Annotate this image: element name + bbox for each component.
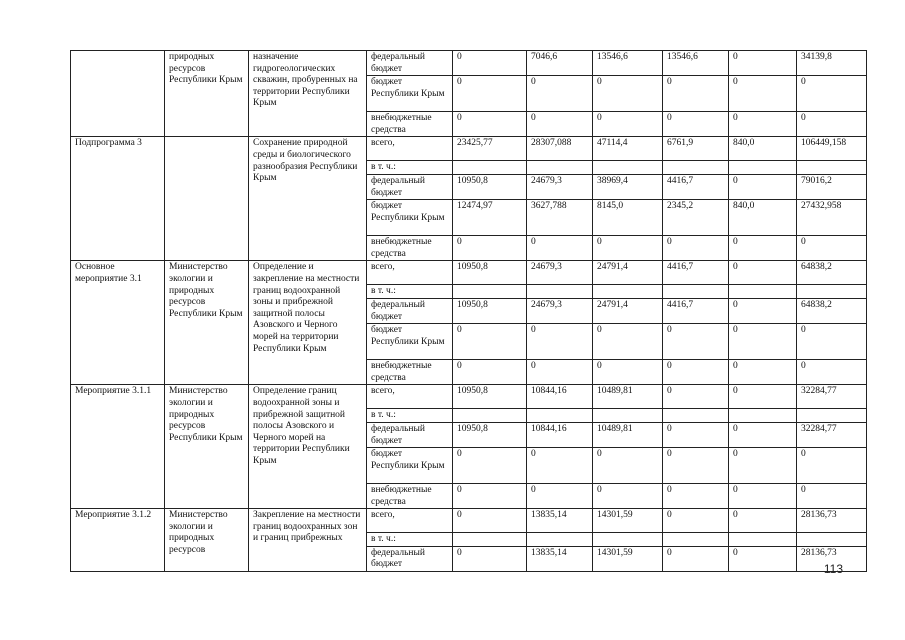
year-value-cell: 0 [593, 448, 663, 484]
year-value-cell: 0 [453, 112, 527, 137]
total-value-cell: 0 [797, 484, 867, 509]
year-value-cell: 13546,6 [593, 51, 663, 76]
year-value-cell: 0 [453, 236, 527, 261]
year-value-cell: 840,0 [729, 200, 797, 236]
year-value-cell [663, 285, 729, 299]
year-value-cell: 0 [663, 422, 729, 447]
program-cell: Мероприятие 3.1.1 [71, 385, 165, 509]
year-value-cell: 0 [663, 76, 729, 112]
measure-title-cell: Определение и закрепление на местности границ водоохранной зоны и прибрежной защитной полосы Азовского и Черного морей на территории Республики Крым [249, 261, 367, 385]
table-row [71, 51, 867, 76]
measure-title-cell: Закрепление на местности границ водоохранных зон и границ прибрежных [249, 509, 367, 572]
total-value-cell [797, 285, 867, 299]
funding-source-cell: федеральный бюджет [367, 51, 453, 76]
year-value-cell: 10950,8 [453, 261, 527, 285]
year-value-cell: 0 [453, 324, 527, 360]
year-value-cell: 0 [453, 448, 527, 484]
funding-source-cell: в т. ч.: [367, 533, 453, 547]
year-value-cell: 0 [593, 236, 663, 261]
funding-source-cell: бюджет Республики Крым [367, 324, 453, 360]
year-value-cell [729, 533, 797, 547]
year-value-cell: 0 [729, 51, 797, 76]
program-cell: Подпрограмма 3 [71, 137, 165, 261]
funding-source-cell: федеральный бюджет [367, 422, 453, 447]
year-value-cell: 0 [729, 546, 797, 571]
funding-source-cell: в т. ч.: [367, 161, 453, 175]
year-value-cell [527, 285, 593, 299]
year-value-cell: 47114,4 [593, 137, 663, 161]
executor-cell: природных ресурсов Республики Крым [165, 51, 249, 137]
total-value-cell: 34139,8 [797, 51, 867, 76]
year-value-cell [453, 285, 527, 299]
year-value-cell: 12474,97 [453, 200, 527, 236]
executor-cell [165, 137, 249, 261]
total-value-cell: 106449,158 [797, 137, 867, 161]
year-value-cell: 0 [663, 484, 729, 509]
total-value-cell: 0 [797, 236, 867, 261]
year-value-cell [593, 285, 663, 299]
total-value-cell [797, 533, 867, 547]
year-value-cell: 0 [663, 448, 729, 484]
year-value-cell: 10844,16 [527, 385, 593, 409]
table-row [71, 509, 867, 533]
total-value-cell: 0 [797, 76, 867, 112]
year-value-cell: 0 [593, 76, 663, 112]
year-value-cell: 13835,14 [527, 509, 593, 533]
year-value-cell: 0 [593, 112, 663, 137]
year-value-cell: 0 [453, 484, 527, 509]
funding-source-cell: бюджет Республики Крым [367, 448, 453, 484]
year-value-cell: 0 [729, 76, 797, 112]
program-cell: Основное мероприятие 3.1 [71, 261, 165, 385]
year-value-cell [593, 533, 663, 547]
year-value-cell: 38969,4 [593, 174, 663, 199]
year-value-cell: 0 [453, 360, 527, 385]
year-value-cell: 8145,0 [593, 200, 663, 236]
year-value-cell: 0 [593, 484, 663, 509]
year-value-cell: 0 [663, 236, 729, 261]
year-value-cell [729, 285, 797, 299]
total-value-cell: 32284,77 [797, 385, 867, 409]
year-value-cell: 4416,7 [663, 261, 729, 285]
year-value-cell: 24791,4 [593, 298, 663, 323]
year-value-cell: 0 [729, 448, 797, 484]
year-value-cell: 10844,16 [527, 422, 593, 447]
funding-source-cell: в т. ч.: [367, 409, 453, 423]
year-value-cell: 0 [729, 385, 797, 409]
total-value-cell: 64838,2 [797, 298, 867, 323]
year-value-cell: 24679,3 [527, 261, 593, 285]
year-value-cell: 24679,3 [527, 174, 593, 199]
year-value-cell: 0 [527, 236, 593, 261]
funding-source-cell: бюджет Республики Крым [367, 200, 453, 236]
year-value-cell [453, 161, 527, 175]
total-value-cell: 0 [797, 112, 867, 137]
year-value-cell: 0 [527, 76, 593, 112]
year-value-cell: 24791,4 [593, 261, 663, 285]
funding-source-cell: в т. ч.: [367, 285, 453, 299]
year-value-cell: 0 [729, 360, 797, 385]
year-value-cell: 0 [663, 112, 729, 137]
year-value-cell: 0 [729, 324, 797, 360]
year-value-cell: 2345,2 [663, 200, 729, 236]
funding-source-cell: внебюджетные средства [367, 484, 453, 509]
year-value-cell: 0 [453, 509, 527, 533]
funding-source-cell: внебюджетные средства [367, 112, 453, 137]
year-value-cell [593, 161, 663, 175]
year-value-cell [593, 409, 663, 423]
year-value-cell: 10489,81 [593, 422, 663, 447]
year-value-cell: 0 [729, 509, 797, 533]
funding-source-cell: всего, [367, 509, 453, 533]
year-value-cell [663, 161, 729, 175]
total-value-cell [797, 409, 867, 423]
year-value-cell: 0 [729, 422, 797, 447]
year-value-cell: 0 [729, 112, 797, 137]
total-value-cell: 79016,2 [797, 174, 867, 199]
year-value-cell [663, 533, 729, 547]
year-value-cell [729, 161, 797, 175]
program-cell: Мероприятие 3.1.2 [71, 509, 165, 572]
funding-source-cell: внебюджетные средства [367, 236, 453, 261]
year-value-cell: 0 [663, 509, 729, 533]
funding-source-cell: бюджет Республики Крым [367, 76, 453, 112]
table-row [71, 261, 867, 285]
year-value-cell: 0 [527, 360, 593, 385]
program-cell [71, 51, 165, 137]
total-value-cell: 0 [797, 324, 867, 360]
year-value-cell: 0 [527, 112, 593, 137]
year-value-cell [527, 533, 593, 547]
year-value-cell [453, 533, 527, 547]
year-value-cell: 0 [663, 546, 729, 571]
year-value-cell: 0 [729, 261, 797, 285]
total-value-cell: 64838,2 [797, 261, 867, 285]
year-value-cell: 23425,77 [453, 137, 527, 161]
year-value-cell: 0 [729, 298, 797, 323]
total-value-cell: 0 [797, 360, 867, 385]
year-value-cell: 13546,6 [663, 51, 729, 76]
year-value-cell: 4416,7 [663, 298, 729, 323]
year-value-cell: 10489,81 [593, 385, 663, 409]
year-value-cell: 0 [729, 236, 797, 261]
year-value-cell: 4416,7 [663, 174, 729, 199]
year-value-cell [527, 161, 593, 175]
year-value-cell: 840,0 [729, 137, 797, 161]
executor-cell: Министерство экологии и природных ресурсов Республики Крым [165, 385, 249, 509]
year-value-cell [453, 409, 527, 423]
year-value-cell: 0 [527, 448, 593, 484]
measure-title-cell: Определение границ водоохранной зоны и прибрежной защитной полосы Азовского и Черного морей на территории Республики Крым [249, 385, 367, 509]
table-row [71, 385, 867, 409]
year-value-cell: 0 [663, 324, 729, 360]
year-value-cell: 0 [453, 546, 527, 571]
total-value-cell: 32284,77 [797, 422, 867, 447]
year-value-cell: 0 [593, 360, 663, 385]
year-value-cell: 3627,788 [527, 200, 593, 236]
year-value-cell: 0 [729, 484, 797, 509]
year-value-cell: 0 [527, 324, 593, 360]
year-value-cell: 14301,59 [593, 546, 663, 571]
table-row [71, 137, 867, 161]
year-value-cell: 10950,8 [453, 385, 527, 409]
year-value-cell: 6761,9 [663, 137, 729, 161]
total-value-cell: 28136,73 [797, 509, 867, 533]
total-value-cell: 0 [797, 448, 867, 484]
executor-cell: Министерство экологии и природных ресурсов [165, 509, 249, 572]
budget-table [70, 50, 867, 572]
year-value-cell: 0 [663, 360, 729, 385]
year-value-cell: 14301,59 [593, 509, 663, 533]
year-value-cell: 10950,8 [453, 174, 527, 199]
year-value-cell: 10950,8 [453, 298, 527, 323]
year-value-cell: 28307,088 [527, 137, 593, 161]
funding-source-cell: всего, [367, 385, 453, 409]
total-value-cell [797, 161, 867, 175]
year-value-cell [527, 409, 593, 423]
page-number: 113 [823, 562, 843, 576]
year-value-cell: 13835,14 [527, 546, 593, 571]
year-value-cell: 10950,8 [453, 422, 527, 447]
year-value-cell [729, 409, 797, 423]
year-value-cell: 0 [453, 76, 527, 112]
total-value-cell: 27432,958 [797, 200, 867, 236]
year-value-cell: 0 [527, 484, 593, 509]
funding-source-cell: всего, [367, 261, 453, 285]
total-value-cell: 28136,73 [797, 546, 867, 571]
year-value-cell: 24679,3 [527, 298, 593, 323]
year-value-cell: 0 [453, 51, 527, 76]
funding-source-cell: всего, [367, 137, 453, 161]
year-value-cell: 0 [729, 174, 797, 199]
funding-source-cell: внебюджетные средства [367, 360, 453, 385]
executor-cell: Министерство экологии и природных ресурсов Республики Крым [165, 261, 249, 385]
funding-source-cell: федеральный бюджет [367, 298, 453, 323]
year-value-cell: 0 [593, 324, 663, 360]
measure-title-cell: Сохранение природной среды и биологического разнообразия Республики Крым [249, 137, 367, 261]
year-value-cell [663, 409, 729, 423]
measure-title-cell: назначение гидрогеологических скважин, пробуренных на территории Республики Крым [249, 51, 367, 137]
year-value-cell: 7046,6 [527, 51, 593, 76]
year-value-cell: 0 [663, 385, 729, 409]
funding-source-cell: федеральный бюджет [367, 546, 453, 571]
funding-source-cell: федеральный бюджет [367, 174, 453, 199]
